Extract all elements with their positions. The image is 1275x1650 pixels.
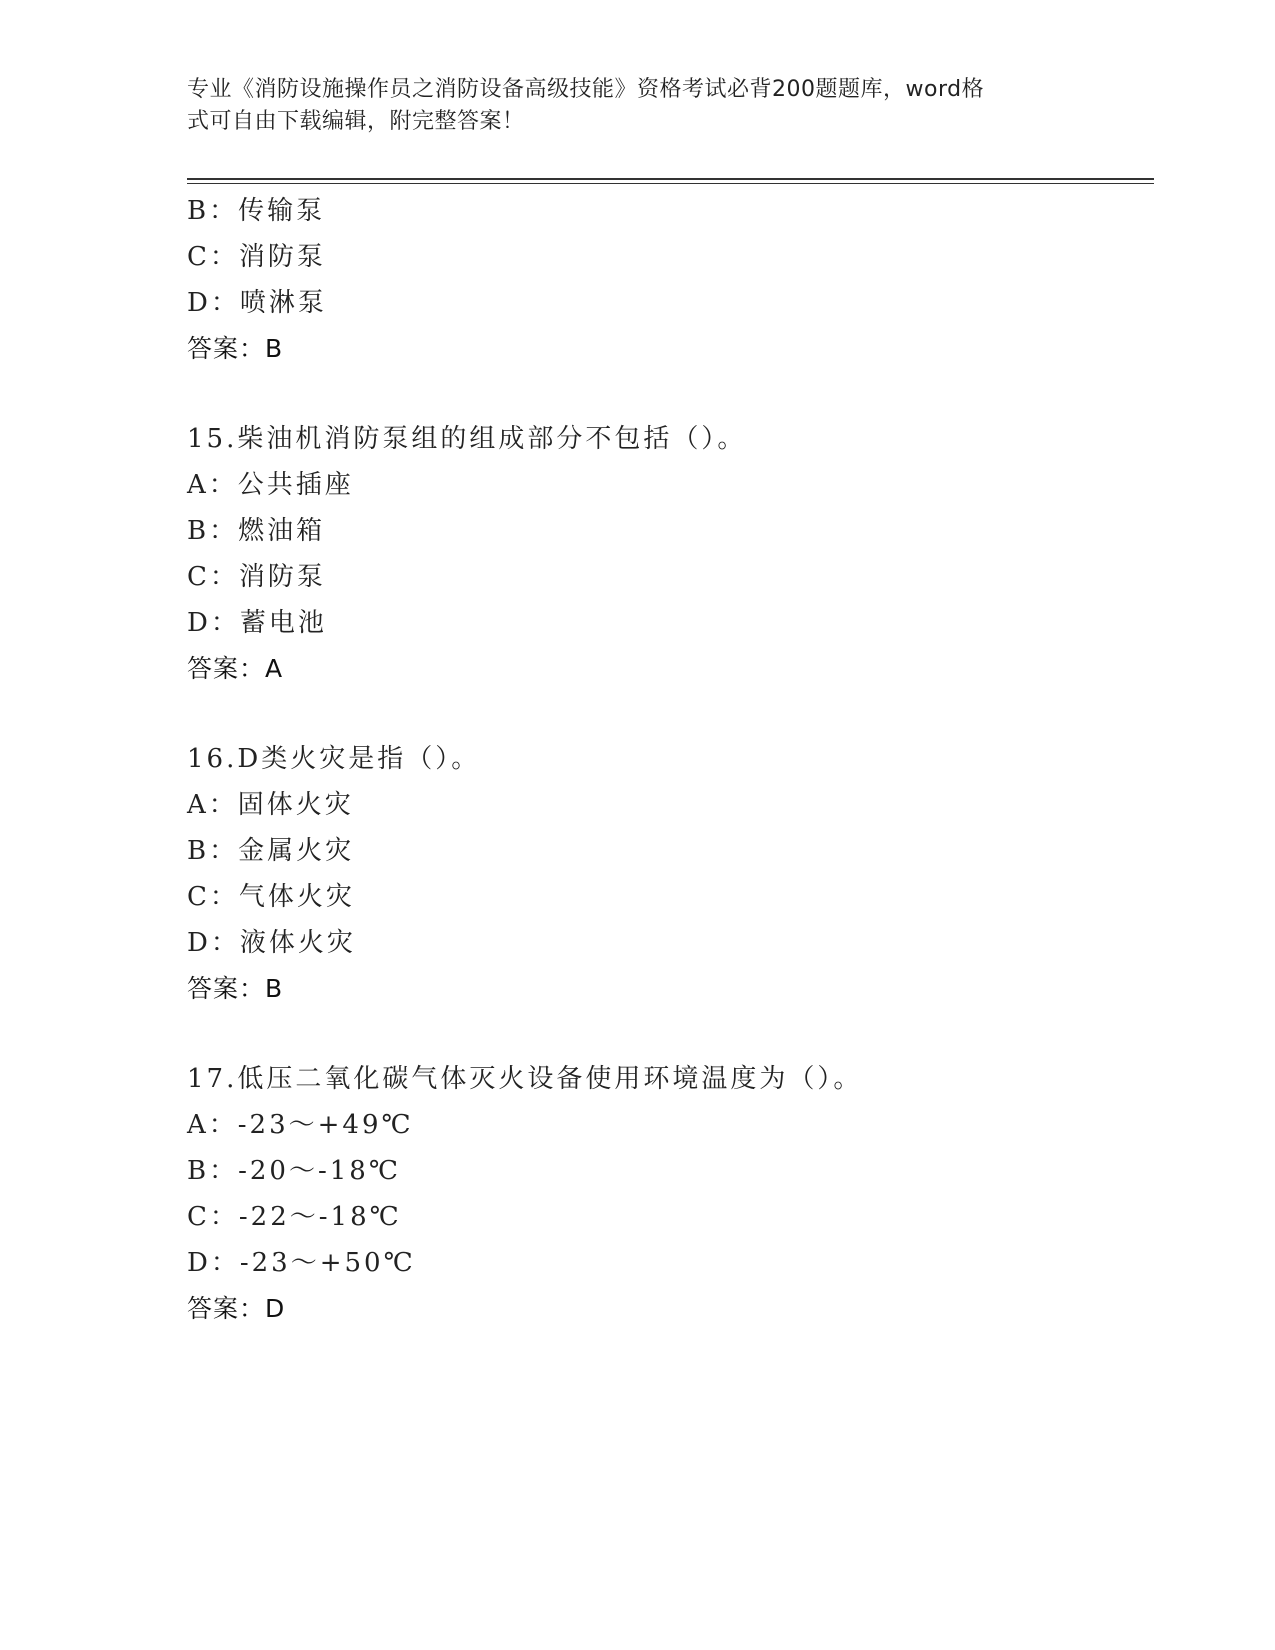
option-c: C：消防泵 [187,242,326,272]
option-c: C：消防泵 [187,562,326,592]
question-15 [187,416,1147,692]
answer: 答案：B [187,974,284,1003]
option-a: A：-23～+49℃ [187,1110,414,1140]
answer: 答案：B [187,334,284,363]
question-stem: 17.低压二氧化碳气体灭火设备使用环境温度为（）。 [187,1064,863,1094]
option-b: B：燃油箱 [187,516,326,546]
question-16 [187,736,1147,1012]
option-b: B：-20～-18℃ [187,1156,401,1186]
question-stem: 15.柴油机消防泵组的组成部分不包括（）。 [187,424,747,454]
question-list [187,188,1147,1332]
option-d: D：液体火灾 [187,928,356,958]
option-b: B：金属火灾 [187,836,355,866]
question-stem: 16.D类火灾是指（）。 [187,744,481,774]
header-line-2: 式可自由下载编辑，附完整答案！ [187,109,525,134]
header-divider-thick [187,178,1154,180]
option-c: C：-22～-18℃ [187,1202,402,1232]
option-a: A：公共插座 [187,470,354,500]
option-c: C：气体火灾 [187,882,355,912]
option-b: B：传输泵 [187,196,326,226]
answer: 答案：A [187,654,284,683]
header-divider-thin [187,183,1154,184]
header-line-1: 专业《消防设施操作员之消防设备高级技能》资格考试必背200题题库，word格 [187,77,985,102]
question-14-continued [187,188,1147,372]
option-a: A：固体火灾 [187,790,354,820]
option-d: D：喷淋泵 [187,288,327,318]
answer: 答案：D [187,1294,286,1323]
question-17 [187,1056,1147,1332]
option-d: D：蓄电池 [187,608,327,638]
option-d: D：-23～+50℃ [187,1248,416,1278]
document-header [187,74,1067,138]
